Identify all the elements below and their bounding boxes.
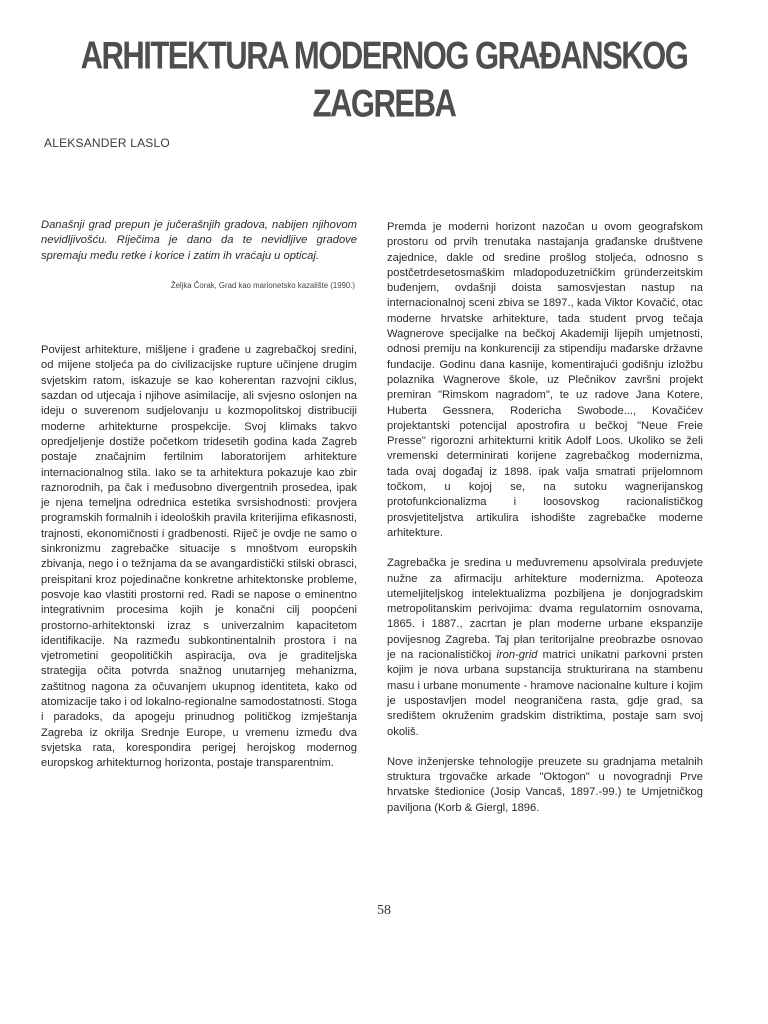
body-paragraph: Povijest arhitekture, mišljene i građene u zagrebačkoj sredini, od mijene stoljeća pa do civilizacijske rupture učinjene drugim svjetskim ratom, iskazuje se kao koherentan razvojni ciklus, sazdan od utjecaja i njihove asimilacije, ali svjesno oslonjen na ideju o suverenom sudjelovanju u kozmopolitskoj distribuciji moderne arhitekturne prospekcije. Svoj klimaks takvo opredjeljenje dostiže početkom tridesetih godina kada Zagreb postaje značajnim fertilnim laboratorijem arhitekture internacionalnog stila. Iako se ta arhitektura pokazuje kao zbir raznorodnih, pa čak i međusobno divergentnih prosedea, ipak je njena temeljna odrednica estetika svrsishodnosti: provjera programskih formalnih i ideoloških pravila kriterijima efikasnosti, trajnosti, ekonomičnosti i gradbenosti. Riječ je ovdje ne samo o sinkronizmu zagrebačke situacije s mnoštvom europskih zbivanja, nego i o težnjama da se avangardistički stilski obrasci, preispitani kroz pojedinačne konkretne arhitektonske probleme, posvoje kao vlastiti prostorni red. Radi se napose o eminentno integrativnim procesima kojih je konačni cilj poopćeni prostorno-arhitektonski izraz s univerzalnim kapacitetom identifikacije. Na razmeđu subkontinentalnih prostora i na vjetrometini geopolitičkih aspiracija, ova je graditeljska strategija očita potvrda snažnog unutarnjeg mehanizma, zaštitnog nagona za očuvanjem ukupnog identiteta, kako od atomizacije tako i od lokalno-regionalne samodostatnosti. Stoga i paradoks, da apogeju prinudnog političkog izmještanja Zagreba iz okrilja Srednje Europe, u vremenu između dva svjetska rata, korespondira perigej herojskog modernog europskog arhitekturnog horizonta, postaje transparentnim. bbox=[41, 344, 357, 770]
paragraph-text: Zagrebačka je sredina u međuvremenu apsolvirala preduvjete nužne za afirmaciju arhitekture modernizma. Apoteoza utemeljiteljskog intelektualizma pozbiljena je donjogradskim metropolitanskim perivojima: dvama regulatornim osnovama, 1865. i 1887., zacrtan je plan moderne urbane ekspanzije povijesnog Zagreba. Taj plan teritorijalne preobrazbe osnovao je na racionalističkoj bbox=[387, 557, 703, 662]
epigraph-quote: Današnji grad prepun je jučerašnjih gradova, nabijen njihovom nevidljivošću. Riječima je dano da te nevidljive gradove spremaju među retke i korice i zatim ih vraćaju u opticaj. bbox=[41, 219, 357, 262]
right-column bbox=[387, 220, 703, 816]
article-title-line-2: ZAGREBA bbox=[312, 81, 456, 126]
left-column bbox=[41, 218, 357, 772]
italic-term: iron-grid bbox=[496, 649, 538, 662]
epigraph-citation: Željka Čorak, Grad kao marionetsko kazalište (1990.) bbox=[170, 280, 355, 290]
body-paragraph: Premda je moderni horizont nazočan u ovom geografskom prostoru od prvih trenutaka nastajanja građanske društvene zajednice, dakle od sredine prošlog stoljeća, odnosno s postčetrdesetosmaškim mladopoduzetničkim gründerzeitskim buđenjem, ovdašnji doista samosvjestan nastup na internacionalnoj sceni zbiva se 1897., kada Viktor Kovačić, otac moderne hrvatske arhitekture, tada student prvog tečaja Wagnerove specijalke na bečkoj Akademiji lijepih umjetnosti, odnosi premiju na konkurenciji za stipendiju mađarske državne fundacije. Godinu dana kasnije, komentirajući godišnju izložbu polaznika Wagnerove škole, uz Plečnikov završni projekt premiran "Rimskom nagradom", te uz radove Jana Kotere, Huberta Gessnera, Rodericha Swobode..., Kovačićev projektantski potencijal apostrofira u bečkoj "Neue Freie Presse" rigorozni arhitekturni kritik Adolf Loos. Ukoliko se želi vremenski determinirati korijene zagrebačkog modernizma, tada ovaj događaj iz 1898. ipak valja smatrati prijelomnom točkom, u kojoj se, na sutoku wagnerijanskog protofunkcionalizma i loosovskog racionalističkog prosvjetiteljstva artikulira ishodište zagrebačke moderne arhitekture. bbox=[387, 221, 703, 539]
author-name: ALEKSANDER LASLO bbox=[44, 136, 170, 150]
article-title-line-1: ARHITEKTURA MODERNOG GRAĐANSKOG bbox=[80, 33, 688, 78]
body-paragraph bbox=[387, 556, 703, 740]
body-paragraph: Nove inženjerske tehnologije preuzete su gradnjama metalnih struktura trgovačke arkade "Oktogon" u novogradnji Prve hrvatske štedionice (Josip Vancaš, 1897.-99.) te Umjetničkog paviljona (Korb & Giergl, 1896. bbox=[387, 755, 703, 814]
paragraph-text: matrici unikatni parkovni prsten kojim je nova urbana supstancija strukturirana na stambenu masu i urbane monumente - hramove nacionalne kulture i kojim je uspostavljen model neograničena rasta, gdje grad, sa središtem okruženim gradskim distriktima, postaje sam svoj okoliš. bbox=[387, 649, 703, 738]
page-number: 58 bbox=[377, 903, 391, 918]
